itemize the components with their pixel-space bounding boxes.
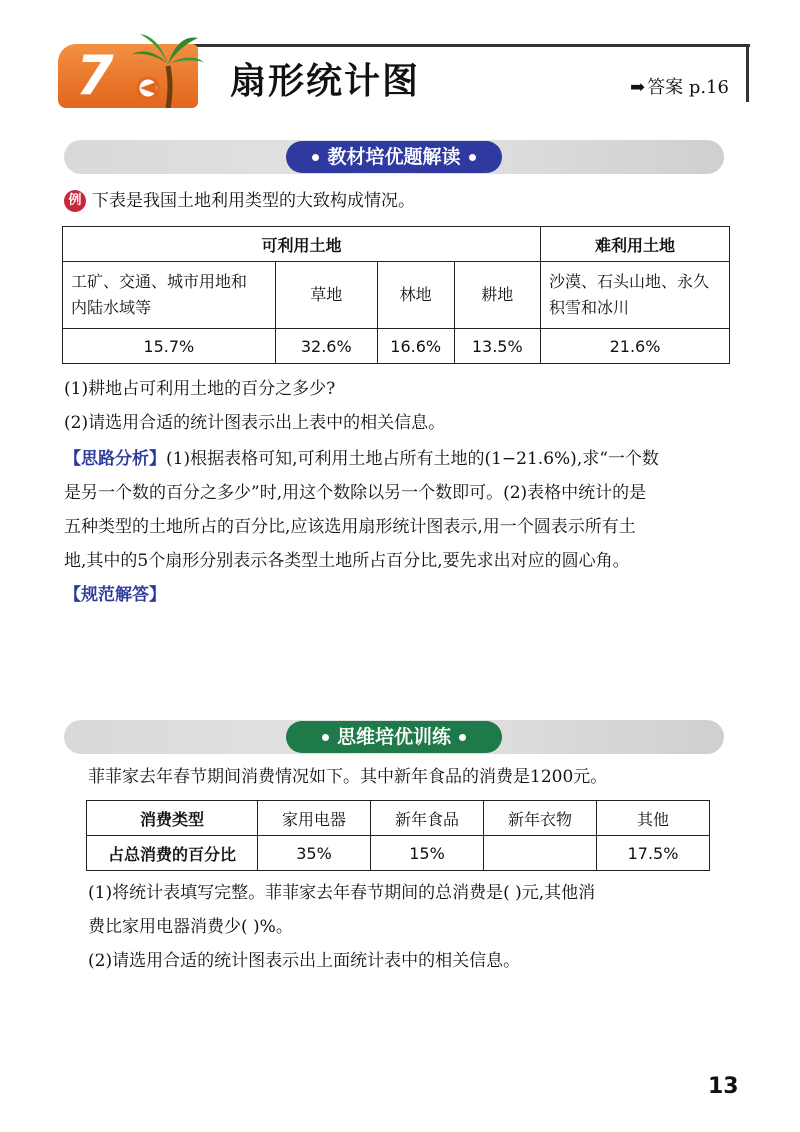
group-usable-land: 可利用土地	[63, 227, 541, 262]
percent-clothes-blank[interactable]	[484, 836, 597, 871]
header-forest: 林地	[377, 262, 454, 329]
example-intro-text: 下表是我国土地利用类型的大致构成情况。	[92, 191, 415, 211]
page-title: 扇形统计图	[230, 61, 421, 102]
analysis-line-1: 【思路分析】(1)根据表格可知,可利用土地占所有土地的(1−21.6%),求“一个数	[64, 449, 659, 469]
analysis-line-4: 地,其中的5个扇形分别表示各类型土地所占百分比,要先求出对应的圆心角。	[64, 551, 630, 571]
analysis-label: 【思路分析】	[64, 449, 166, 469]
value-grassland: 32.6%	[275, 329, 377, 364]
palm-tree-icon	[128, 28, 206, 108]
training-intro: 菲菲家去年春节期间消费情况如下。其中新年食品的消费是1200元。	[88, 767, 608, 787]
training-question-1-line-2: 费比家用电器消费少( )%。	[88, 917, 293, 937]
land-use-table	[62, 226, 730, 364]
section-title-textbook: 教材培优题解读	[286, 141, 502, 173]
example-intro	[64, 188, 415, 214]
question-1: (1)耕地占可利用土地的百分之多少?	[64, 379, 336, 399]
category-clothes: 新年衣物	[484, 801, 597, 836]
row-label-percent: 占总消费的百分比	[87, 836, 258, 871]
header-desert: 沙漠、石头山地、永久 积雪和冰川	[540, 262, 729, 329]
value-industrial: 15.7%	[63, 329, 276, 364]
analysis-line-2: 是另一个数的百分之多少”时,用这个数除以另一个数即可。(2)表格中统计的是	[64, 483, 647, 503]
training-question-2: (2)请选用合适的统计图表示出上面统计表中的相关信息。	[88, 951, 521, 971]
section-banner-textbook	[64, 140, 724, 174]
percent-food: 15%	[371, 836, 484, 871]
bullet-dot-icon	[459, 734, 466, 741]
category-appliances: 家用电器	[258, 801, 371, 836]
answer-label: 【规范解答】	[64, 585, 166, 605]
question-2: (2)请选用合适的统计图表示出上表中的相关信息。	[64, 413, 446, 433]
table-row	[63, 329, 730, 364]
page-number: 13	[708, 1074, 739, 1099]
table-row	[87, 801, 710, 836]
header-rule-vertical	[746, 44, 749, 102]
section-banner-training	[64, 720, 724, 754]
percent-other: 17.5%	[597, 836, 710, 871]
row-label-category: 消费类型	[87, 801, 258, 836]
training-question-1-line-1: (1)将统计表填写完整。菲菲家去年春节期间的总消费是( )元,其他消	[88, 883, 596, 903]
table-row	[63, 262, 730, 329]
bullet-dot-icon	[469, 154, 476, 161]
value-forest: 16.6%	[377, 329, 454, 364]
table-row	[63, 227, 730, 262]
bullet-dot-icon	[312, 154, 319, 161]
header-farmland: 耕地	[454, 262, 540, 329]
header-rule	[158, 44, 750, 47]
value-desert: 21.6%	[540, 329, 729, 364]
answer-reference	[630, 76, 729, 100]
group-hard-land: 难利用土地	[540, 227, 729, 262]
category-other: 其他	[597, 801, 710, 836]
arrow-right-icon: ➡	[630, 77, 646, 98]
bullet-dot-icon	[322, 734, 329, 741]
consumption-table	[86, 800, 710, 871]
value-farmland: 13.5%	[454, 329, 540, 364]
answer-reference-text: 答案 p.16	[647, 77, 729, 98]
analysis-line-3: 五种类型的土地所占的百分比,应该选用扇形统计图表示,用一个圆表示所有土	[64, 517, 636, 537]
header-grassland: 草地	[275, 262, 377, 329]
header-industrial: 工矿、交通、城市用地和 内陆水域等	[63, 262, 276, 329]
chapter-number: 7	[76, 44, 114, 107]
category-food: 新年食品	[371, 801, 484, 836]
section-title-training: 思维培优训练	[286, 721, 502, 753]
percent-appliances: 35%	[258, 836, 371, 871]
example-badge: 例	[64, 190, 86, 212]
table-row	[87, 836, 710, 871]
